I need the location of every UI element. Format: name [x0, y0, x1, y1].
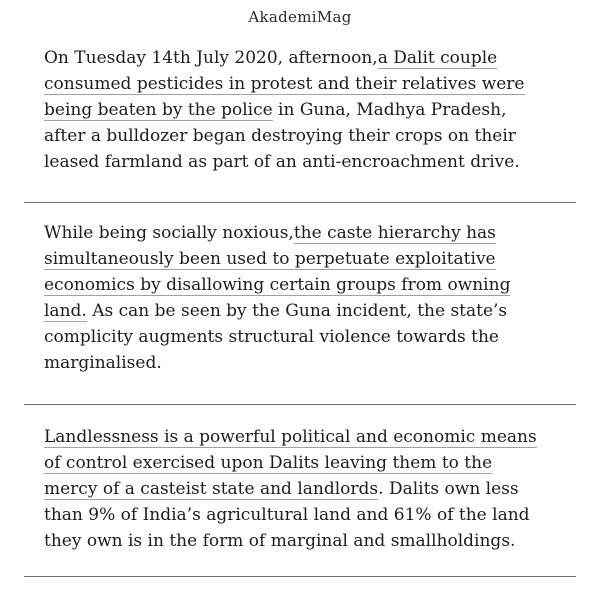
highlighted-link-text[interactable]: land. — [44, 301, 87, 321]
divider — [24, 576, 576, 577]
text-line — [44, 220, 589, 246]
text-line — [44, 350, 589, 376]
text-line — [44, 324, 589, 350]
highlighted-link-text[interactable]: of control exercised upon Dalits leaving them to the — [44, 453, 493, 473]
body-text: complicity augments structural violence towards the — [44, 327, 499, 347]
body-text: than 9% of India’s agricultural land and 61% of the land — [44, 505, 530, 525]
highlighted-link-text[interactable]: economics by disallowing certain groups from owning — [44, 275, 511, 295]
text-line — [44, 450, 589, 476]
body-text: On Tuesday 14th July 2020, afternoon, — [44, 48, 378, 68]
text-line — [44, 502, 589, 528]
body-text: in Guna, Madhya Pradesh, — [272, 100, 507, 120]
paragraph-caste-hierarchy — [44, 220, 589, 376]
body-text: . Dalits own less — [378, 479, 519, 499]
text-line — [44, 97, 589, 123]
highlighted-link-text[interactable]: Landlessness is a powerful political and economic means — [44, 427, 537, 447]
text-line — [44, 246, 589, 272]
brand-logo: AkademiMag — [248, 8, 352, 26]
highlighted-link-text[interactable]: the caste hierarchy has — [293, 223, 496, 243]
text-line — [44, 71, 589, 97]
text-line — [44, 149, 589, 175]
divider — [24, 404, 576, 405]
body-text: after a bulldozer began destroying their crops on their — [44, 126, 516, 146]
body-text: While being socially noxious, — [44, 223, 294, 243]
text-line — [44, 123, 589, 149]
text-line — [44, 272, 589, 298]
body-text: leased farmland as part of an anti-encroachment drive. — [44, 152, 520, 172]
paragraph-guna-incident — [44, 45, 589, 175]
text-line — [44, 476, 589, 502]
highlighted-link-text[interactable]: a Dalit couple — [377, 48, 498, 68]
divider — [24, 202, 576, 203]
body-text: marginalised. — [44, 353, 162, 373]
highlighted-link-text[interactable]: simultaneously been used to perpetuate exploitative — [44, 249, 496, 269]
text-line — [44, 298, 589, 324]
body-text: As can be seen by the Guna incident, the state’s — [86, 301, 508, 321]
text-line — [44, 424, 589, 450]
text-line — [44, 45, 589, 71]
paragraph-landlessness — [44, 424, 589, 554]
text-line — [44, 528, 589, 554]
highlighted-link-text[interactable]: being beaten by the police — [44, 100, 273, 120]
highlighted-link-text[interactable]: mercy of a casteist state and landlords — [44, 479, 379, 499]
body-text: they own is in the form of marginal and smallholdings. — [44, 531, 516, 551]
highlighted-link-text[interactable]: consumed pesticides in protest and their relatives were — [44, 74, 525, 94]
